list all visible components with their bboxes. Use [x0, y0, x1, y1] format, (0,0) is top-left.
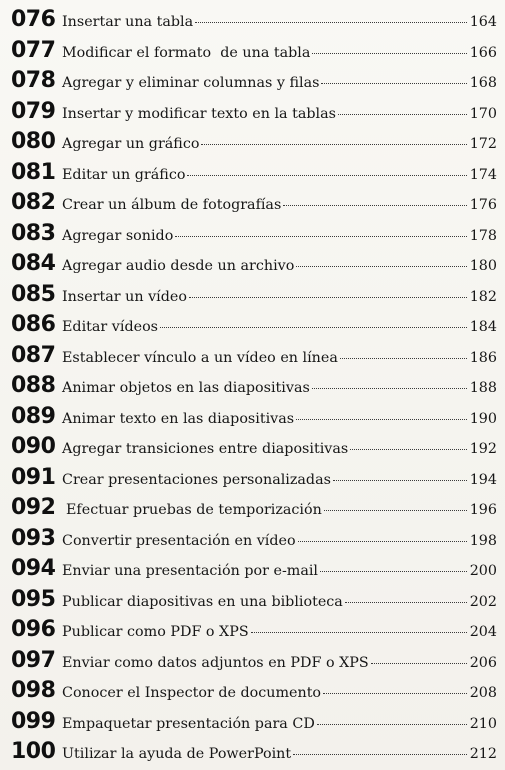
entry-title: Insertar un vídeo — [62, 288, 187, 305]
dot-leader — [340, 358, 467, 359]
entry-number: 084 — [11, 251, 56, 276]
entry-page-number: 178 — [469, 227, 497, 244]
entry-number: 096 — [11, 617, 56, 642]
dot-leader — [283, 205, 467, 206]
entry-page-number: 176 — [469, 197, 497, 213]
entry-title: Enviar una presentación por e-mail — [62, 563, 318, 579]
dot-leader — [293, 754, 467, 755]
entry-title: Publicar como PDF o XPS — [62, 624, 249, 640]
entry-page-number: 168 — [469, 75, 497, 91]
entry-number: 080 — [11, 129, 56, 154]
entry-title: Animar texto en las diapositivas — [62, 410, 295, 427]
entry-title: Agregar transiciones entre diapositivas — [62, 441, 349, 457]
dot-leader — [324, 510, 467, 511]
toc-entry — [11, 739, 497, 770]
entry-page-number: 206 — [469, 654, 497, 671]
entry-number: 100 — [11, 739, 56, 764]
entry-title: Insertar una tabla — [62, 14, 194, 30]
toc-entry — [11, 678, 497, 709]
entry-title: Animar objetos en las diapositivas — [62, 380, 310, 396]
entry-page-number: 174 — [469, 166, 497, 183]
entry-number: 094 — [11, 556, 56, 581]
entry-title: Enviar como datos adjuntos en PDF o XPS — [62, 654, 369, 671]
toc-entry — [11, 495, 497, 526]
entry-title: Empaquetar presentación para CD — [62, 715, 315, 732]
entry-number: 092 — [11, 495, 56, 520]
entry-page-number: 182 — [469, 288, 497, 305]
dot-leader — [350, 449, 467, 450]
entry-number: 097 — [11, 647, 56, 673]
toc-entry — [11, 465, 497, 496]
entry-page-number: 190 — [469, 410, 497, 427]
toc-entry — [11, 251, 497, 282]
entry-page-number: 186 — [469, 349, 497, 366]
dot-leader — [296, 266, 467, 267]
entry-number: 083 — [11, 220, 56, 246]
entry-page-number: 198 — [469, 532, 497, 549]
entry-title: Conocer el Inspector de documento — [62, 685, 322, 701]
toc-entry — [11, 373, 497, 404]
dot-leader — [323, 693, 467, 694]
entry-title: Editar vídeos — [62, 319, 159, 335]
toc-entry — [11, 648, 497, 679]
entry-number: 099 — [11, 708, 56, 734]
dot-leader — [345, 602, 467, 603]
entry-number: 095 — [11, 586, 56, 612]
toc-entry — [11, 709, 497, 740]
table-of-contents — [11, 7, 497, 770]
entry-title: Agregar sonido — [62, 227, 174, 244]
entry-number: 093 — [11, 525, 56, 551]
entry-title: Modificar el formato de una tabla — [62, 44, 311, 61]
entry-number: 087 — [11, 342, 56, 368]
entry-number: 086 — [11, 312, 56, 337]
dot-leader — [160, 327, 467, 328]
entry-page-number: 212 — [469, 746, 497, 762]
dot-leader — [251, 632, 467, 633]
entry-page-number: 210 — [469, 715, 497, 732]
entry-page-number: 194 — [469, 471, 497, 488]
dot-leader — [317, 724, 467, 725]
dot-leader — [333, 480, 467, 481]
dot-leader — [312, 53, 467, 54]
entry-number: 091 — [11, 464, 56, 490]
toc-entry — [11, 282, 497, 313]
dot-leader — [175, 236, 467, 237]
entry-title: Utilizar la ayuda de PowerPoint — [62, 746, 292, 762]
entry-title: Crear un álbum de fotografías — [62, 197, 282, 213]
dot-leader — [371, 663, 467, 664]
entry-title: Publicar diapositivas en una biblioteca — [62, 593, 343, 610]
entry-title: Insertar y modificar texto en la tablas — [62, 105, 336, 122]
entry-number: 098 — [11, 678, 56, 703]
entry-page-number: 164 — [469, 14, 497, 30]
entry-title: Editar un gráfico — [62, 166, 186, 183]
entry-title: Convertir presentación en vídeo — [62, 532, 296, 549]
toc-entry — [11, 129, 497, 160]
toc-entry — [11, 99, 497, 130]
toc-entry — [11, 434, 497, 465]
toc-entry — [11, 160, 497, 191]
entry-title: Establecer vínculo a un vídeo en línea — [62, 349, 338, 366]
entry-number: 085 — [11, 281, 56, 307]
toc-entry — [11, 343, 497, 374]
entry-number: 090 — [11, 434, 56, 459]
entry-number: 088 — [11, 373, 56, 398]
entry-page-number: 172 — [469, 136, 497, 152]
entry-page-number: 166 — [469, 44, 497, 61]
entry-page-number: 192 — [469, 441, 497, 457]
toc-entry — [11, 556, 497, 587]
entry-number: 081 — [11, 159, 56, 185]
entry-page-number: 184 — [469, 319, 497, 335]
dot-leader — [312, 388, 467, 389]
entry-page-number: 202 — [469, 593, 497, 610]
toc-entry — [11, 190, 497, 221]
dot-leader — [187, 175, 467, 176]
entry-number: 079 — [11, 98, 56, 124]
entry-page-number: 200 — [469, 563, 497, 579]
toc-entry — [11, 404, 497, 435]
entry-page-number: 208 — [469, 685, 497, 701]
toc-entry — [11, 7, 497, 38]
entry-page-number: 196 — [469, 502, 497, 518]
dot-leader — [189, 297, 467, 298]
entry-title: Efectuar pruebas de temporización — [66, 502, 322, 518]
dot-leader — [338, 114, 467, 115]
entry-page-number: 188 — [469, 380, 497, 396]
entry-title: Agregar un gráfico — [62, 136, 200, 152]
dot-leader — [321, 83, 467, 84]
toc-entry — [11, 587, 497, 618]
entry-number: 082 — [11, 190, 56, 215]
entry-page-number: 204 — [469, 624, 497, 640]
toc-entry — [11, 312, 497, 343]
entry-page-number: 170 — [469, 105, 497, 122]
dot-leader — [320, 571, 467, 572]
toc-entry — [11, 38, 497, 69]
entry-title: Agregar y eliminar columnas y filas — [62, 75, 320, 91]
entry-number: 089 — [11, 403, 56, 429]
toc-entry — [11, 221, 497, 252]
toc-entry — [11, 68, 497, 99]
toc-entry — [11, 617, 497, 648]
dot-leader — [195, 22, 467, 23]
dot-leader — [296, 419, 467, 420]
entry-number: 076 — [11, 7, 56, 32]
dot-leader — [298, 541, 467, 542]
entry-title: Crear presentaciones personalizadas — [62, 471, 331, 488]
entry-number: 078 — [11, 68, 56, 93]
entry-number: 077 — [11, 37, 56, 63]
toc-entry — [11, 526, 497, 557]
entry-title: Agregar audio desde un archivo — [62, 258, 295, 274]
dot-leader — [201, 144, 467, 145]
entry-page-number: 180 — [469, 258, 497, 274]
